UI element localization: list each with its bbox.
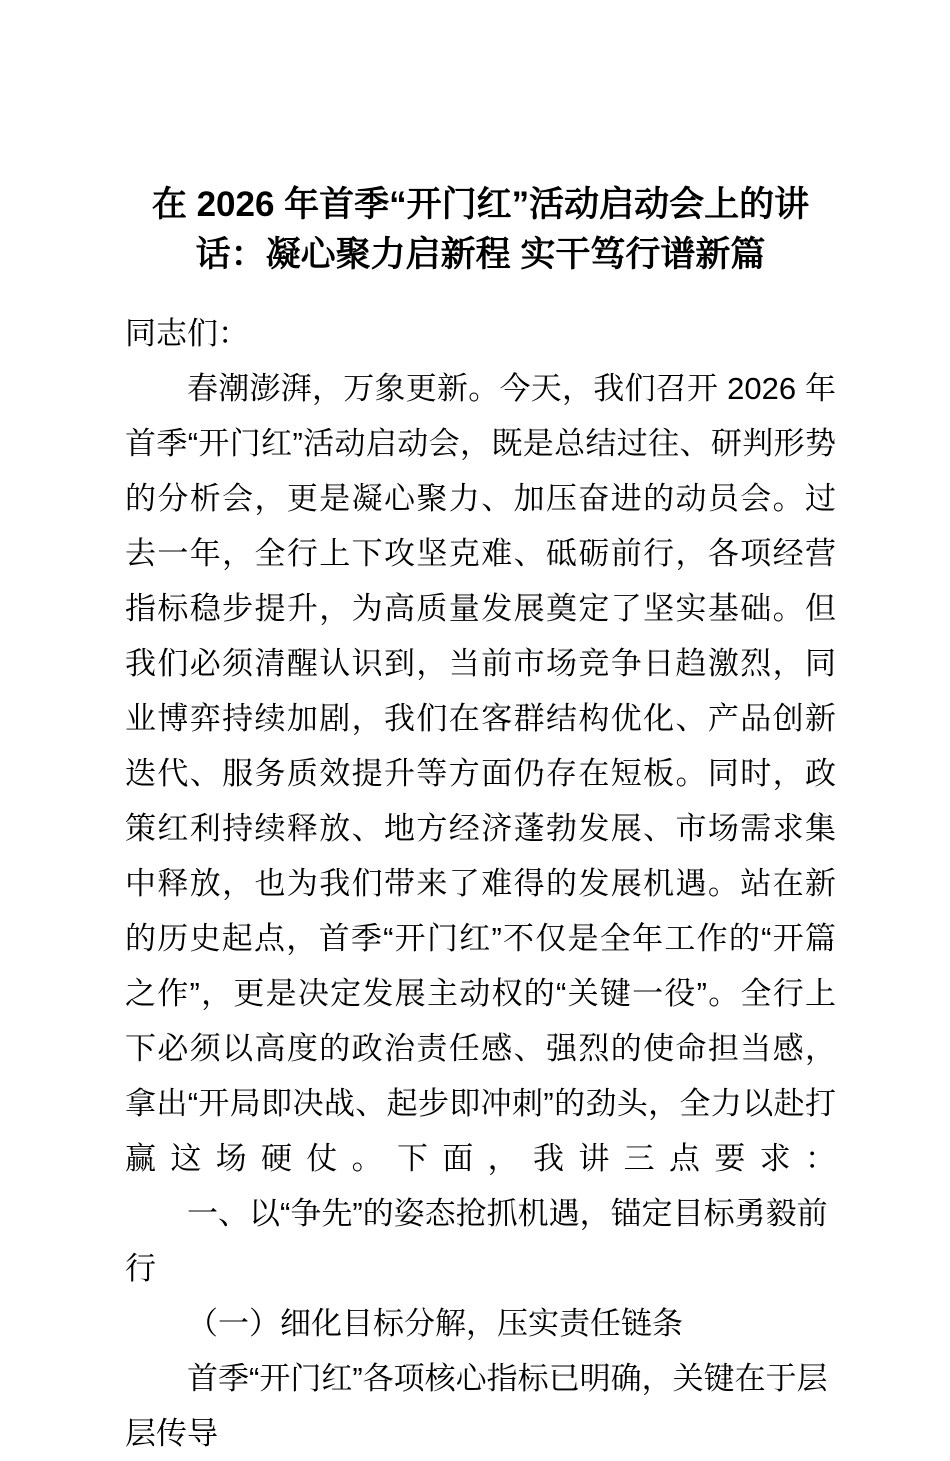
section-heading-level-1: 一、以“争先”的姿态抢抓机遇，锚定目标勇毅前行 <box>125 1196 828 1286</box>
salutation-line: 同志们： <box>125 316 249 351</box>
page-title: 在 2026 年首季“开门红”活动启动会上的讲话：凝心聚力启新程 实干笃行谱新篇 <box>151 185 810 274</box>
section-body-paragraph-1: 首季“开门红”各项核心指标已明确，关键在于层层传导 <box>125 1361 828 1451</box>
body-paragraph-1: 春潮澎湃，万象更新。今天，我们召开 2026 年首季“开门红”活动启动会，既是总结过往、研判形势的分析会，更是凝心聚力、加压奋进的动员会。过去一年，全行上下攻坚克难、砥砺前行，各项经营指标稳步提升，为高质量发展奠定了坚实基础。但我们必须清醒认识到，当前市场竞争日趋激烈，同业博弈持续加剧，我们在客群结构优化、产品创新迭代、服务质效提升等方面仍存在短板。同时，政策红利持续释放、地方经济蓬勃发展、市场需求集中释放，也为我们带来了难得的发展机遇。站在新的历史起点，首季“开门红”不仅是全年工作的“开篇之作”，更是决定发展主动权的“关键一役”。全行上下必须以高度的政治责任感、强烈的使命担当感，拿出“开局即决战、起步即冲刺”的劲头，全力以赴打赢这场硬仗。下面，我讲三点要求： <box>125 371 836 1176</box>
section-heading-level-2: （一）细化目标分解，压实责任链条 <box>187 1306 683 1341</box>
